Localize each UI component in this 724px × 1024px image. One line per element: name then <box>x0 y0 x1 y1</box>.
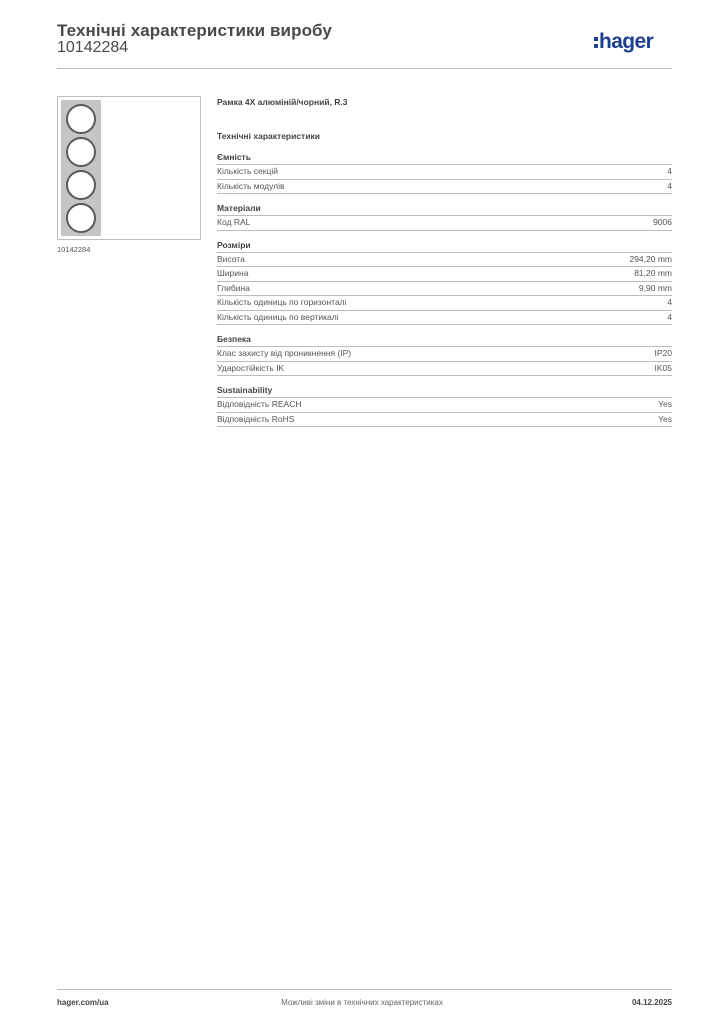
spec-row <box>217 398 672 413</box>
spec-sections <box>217 152 672 427</box>
spec-row <box>217 413 672 428</box>
section-title: Sustainability <box>217 385 672 398</box>
spec-label: Клас захисту від проникнення (IP) <box>217 348 352 358</box>
spec-value: 4 <box>667 180 672 191</box>
spec-value: IP20 <box>654 348 672 358</box>
spec-row <box>217 216 672 231</box>
spec-value: 9006 <box>653 217 672 227</box>
spec-value: 9,90 mm <box>638 282 672 293</box>
section-title: Ємність <box>217 152 672 165</box>
spec-label: Ширина <box>217 268 249 278</box>
spec-row <box>217 311 672 326</box>
spec-section <box>217 334 672 376</box>
image-caption: 10142284 <box>57 245 91 254</box>
frame-body <box>61 100 101 236</box>
header-divider <box>57 68 672 69</box>
spec-row <box>217 347 672 362</box>
logo-dot-bottom <box>594 44 598 48</box>
spec-row <box>217 362 672 377</box>
spec-section <box>217 152 672 194</box>
section-title: Безпека <box>217 334 672 347</box>
spec-label: Глибина <box>217 282 250 293</box>
section-title: Розміри <box>217 240 672 253</box>
spec-label: Кількість секцій <box>217 166 278 176</box>
logo-text: hager <box>599 30 654 53</box>
spec-value: 4 <box>667 166 672 176</box>
spec-content <box>217 95 672 427</box>
footer-date: 04.12.2025 <box>631 998 672 1007</box>
section-title: Матеріали <box>217 203 672 216</box>
spec-label: Відповідність REACH <box>217 399 302 409</box>
frame-opening-1 <box>66 104 96 134</box>
logo-dot-top <box>594 37 598 41</box>
spec-label: Відповідність RoHS <box>217 413 295 424</box>
spec-label: Код RAL <box>217 217 251 227</box>
spec-value: IK05 <box>654 362 672 373</box>
frame-4x-product-image <box>57 96 201 240</box>
hager-logo <box>588 27 678 57</box>
footer-website: hager.com/ua <box>57 998 109 1007</box>
frame-opening-3 <box>66 170 96 200</box>
spec-value: Yes <box>658 413 672 424</box>
spec-label: Кількість одиниць по вертикалі <box>217 311 339 322</box>
spec-label: Ударостійкість IK <box>217 362 285 373</box>
spec-row <box>217 296 672 311</box>
frame-opening-4 <box>66 203 96 233</box>
footer-disclaimer: Можливі зміни в технічних характеристиках <box>281 998 443 1007</box>
product-code: 10142284 <box>57 39 129 56</box>
spec-value: 4 <box>667 311 672 322</box>
spec-row <box>217 180 672 195</box>
spec-row <box>217 253 672 268</box>
spec-label: Кількість одиниць по горизонталі <box>217 297 347 307</box>
page-title: Технічні характеристики виробу <box>57 21 332 40</box>
spec-label: Висота <box>217 253 245 264</box>
spec-row <box>217 282 672 297</box>
spec-section <box>217 203 672 231</box>
spec-value: 81,20 mm <box>634 268 672 278</box>
spec-value: 294,20 mm <box>629 253 672 264</box>
spec-value: 4 <box>667 297 672 307</box>
spec-heading: Технічні характеристики <box>217 131 320 141</box>
spec-row <box>217 165 672 180</box>
product-name: Рамка 4X алюміній/чорний, R.3 <box>217 97 348 107</box>
footer-divider <box>57 989 672 990</box>
spec-value: Yes <box>658 399 672 409</box>
frame-opening-2 <box>66 137 96 167</box>
spec-label: Кількість модулів <box>217 180 285 191</box>
spec-section <box>217 240 672 326</box>
spec-row <box>217 267 672 282</box>
spec-section <box>217 385 672 427</box>
